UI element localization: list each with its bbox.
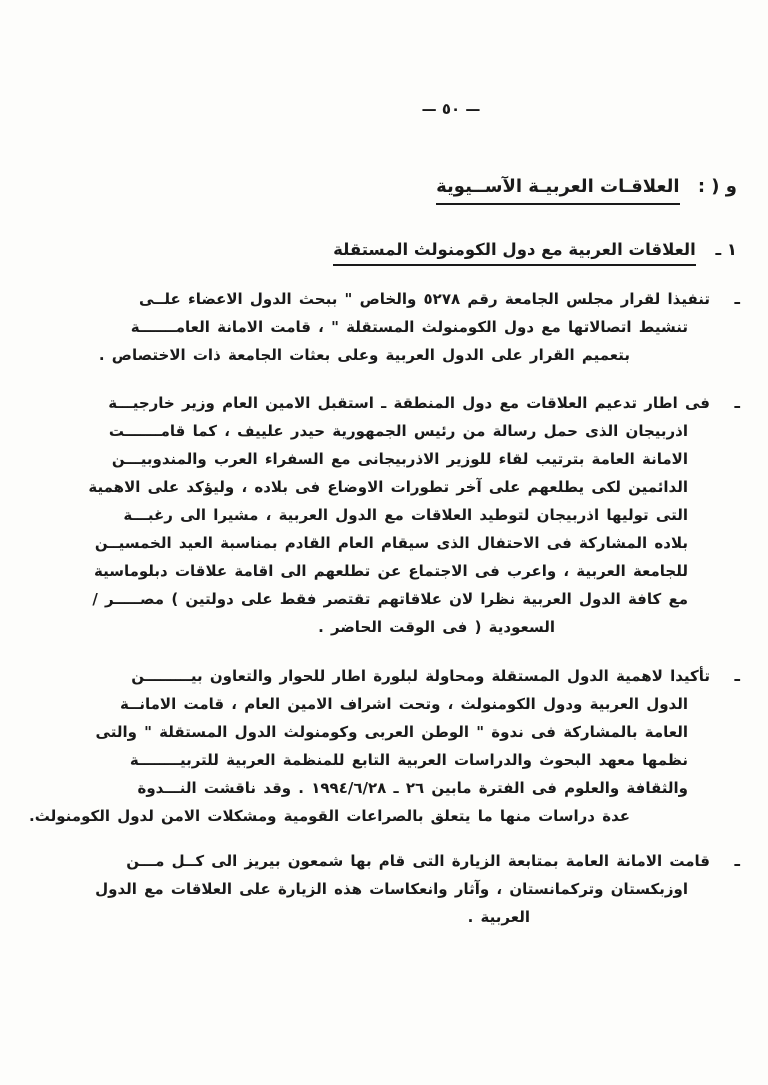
text-line: نظمها معهد البحوث والدراسات العربية التابع للمنظمة العربية للتربيــــــــة bbox=[129, 751, 688, 769]
text-line: قامت الامانة العامة بمتابعة الزيارة التى قام بها شمعون بيريز الى كــل مـــن bbox=[126, 852, 710, 870]
text-line: العامة بالمشاركة فى ندوة " الوطن العربى وكومنولث الدول المستقلة " والتى bbox=[95, 723, 688, 741]
dash-bullet: ـ bbox=[734, 851, 740, 870]
paragraph-4 bbox=[95, 847, 740, 931]
paragraph-3-lines bbox=[29, 662, 710, 830]
text-line: اذربيجان الذى حمل رسالة من رئيس الجمهورية حيدر علييف ، كما قامـــــــت bbox=[108, 422, 688, 440]
text-line: التى توليها اذربيجان لتوطيد العلاقات مع الدول العربية ، مشيرا الى رغبـــة bbox=[123, 506, 688, 524]
text-line: العربية . bbox=[467, 908, 530, 926]
text-line: تأكيدا لاهمية الدول المستقلة ومحاولة لبلورة اطار للحوار والتعاون بيـــــــــن bbox=[131, 667, 710, 685]
text-line: الدول العربية ودول الكومنولث ، وتحت اشراف الامين العام ، قامت الامانــة bbox=[120, 695, 688, 713]
section-heading bbox=[436, 176, 737, 197]
text-line: اوزبكستان وتركمانستان ، وآثار وانعكاسات هذه الزيارة على العلاقات مع الدول bbox=[95, 880, 688, 898]
text-line: السعودية ‎)‎ فى الوقت الحاضر . bbox=[318, 618, 555, 636]
page-number: — ٥٠ — bbox=[421, 100, 481, 118]
text-line: الدائمين لكى يطلعهم على آخر تطورات الاوضاع فى بلاده ، وليؤكد على الاهمية bbox=[88, 478, 688, 496]
section-title: العلاقـات العربيـة الآســيوية bbox=[436, 176, 679, 205]
dash-bullet: ـ bbox=[734, 393, 740, 412]
dash-bullet: ـ bbox=[734, 666, 740, 685]
paragraph-2-lines bbox=[88, 389, 710, 641]
text-line: للجامعة العربية ، واعرب فى الاجتماع عن تطلعهم الى اقامة علاقات دبلوماسية bbox=[94, 562, 688, 580]
paragraph-1 bbox=[98, 285, 740, 369]
paragraph-2 bbox=[88, 389, 740, 641]
text-line: مع كافة الدول العربية نظرا لان علاقاتهم تقتصر فقط على دولتين ‎(‎ مصـــــر / bbox=[92, 590, 688, 608]
paragraph-4-lines bbox=[95, 847, 710, 931]
text-line: فى اطار تدعيم العلاقات مع دول المنطقة ـ استقبل الامين العام وزير خارجيـــة bbox=[108, 394, 710, 412]
subsection-heading bbox=[333, 240, 737, 259]
text-line: تنشيط اتصالاتها مع دول الكومنولث المستقلة " ، قامت الامانة العامـــــــة bbox=[130, 318, 688, 336]
text-line: بلاده المشاركة فى الاحتفال الذى سيقام العام القادم بمناسبة العيد الخمسيــن bbox=[94, 534, 688, 552]
section-letter: و ‎)‎ : bbox=[697, 176, 737, 197]
text-line: تنفيذا لقرار مجلس الجامعة رقم ٥٢٧٨ والخاص " ببحث الدول الاعضاء علــى bbox=[139, 290, 710, 308]
text-line: الامانة العامة بترتيب لقاء للوزير الاذربيجانى مع السفراء العرب والمندوبيـــن bbox=[111, 450, 688, 468]
text-line: عدة دراسات منها ما يتعلق بالصراعات القومية ومشكلات الامن لدول الكومنولث. bbox=[29, 807, 630, 825]
text-line: بتعميم القرار على الدول العربية وعلى بعثات الجامعة ذات الاختصاص . bbox=[98, 346, 630, 364]
paragraph-1-lines bbox=[98, 285, 710, 369]
paragraph-3 bbox=[29, 662, 740, 830]
subsection-title: العلاقات العربية مع دول الكومنولث المستقلة bbox=[333, 240, 696, 266]
text-line: والثقافة والعلوم فى الفترة مابين ٢٦ ـ ١٩٩٤/٦/٢٨ . وقد ناقشت النـــدوة bbox=[137, 779, 688, 797]
subsection-number: ١ ـ bbox=[715, 240, 737, 259]
dash-bullet: ـ bbox=[734, 289, 740, 308]
